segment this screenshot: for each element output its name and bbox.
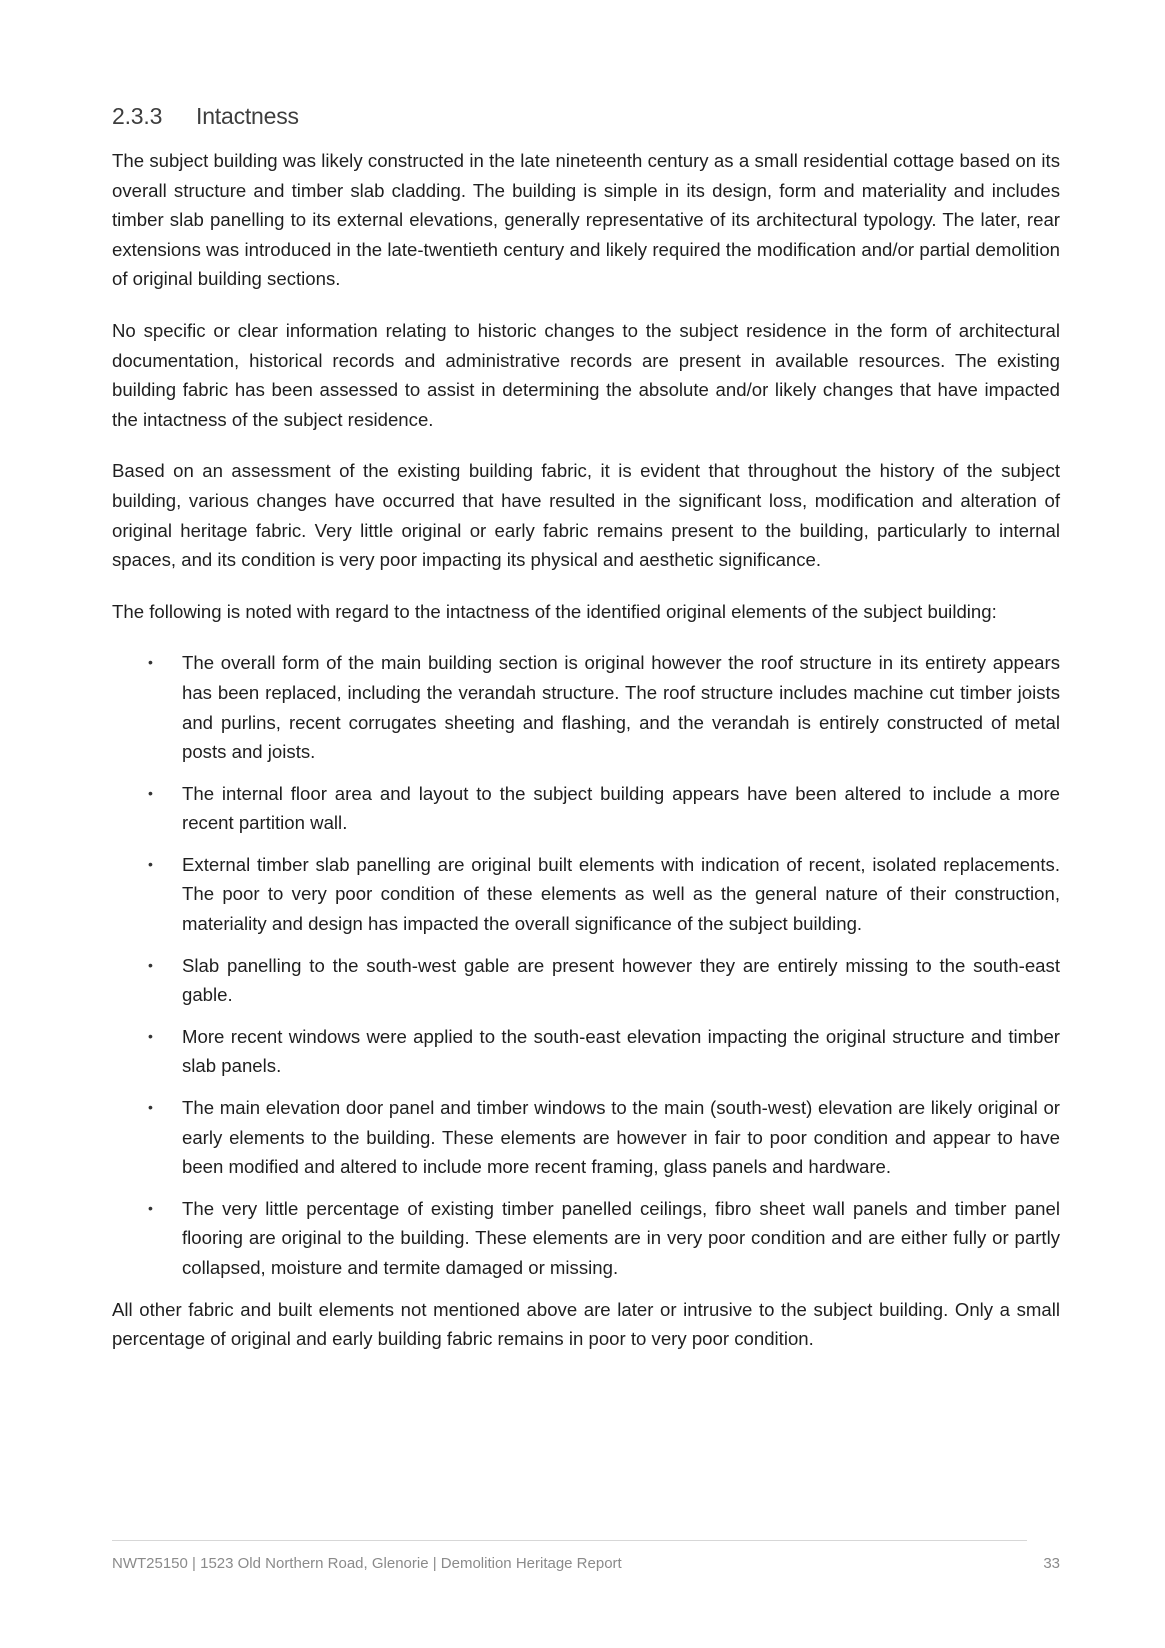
paragraph-construction: The subject building was likely constructed in the late nineteenth century as a small residential cottage based on its overall structure and timber slab cladding. The building is simple in its design, form and materiality and includes timber slab panelling to its external elevations, generally representative of its architectural typology. The later, rear extensions was introduced in the late-twentieth century and likely required the modification and/or partial demolition of original building sections. [112,150,1060,290]
section-number: 2.3.3 [112,103,163,129]
list-item [112,1022,1060,1081]
bullet-icon: • [148,1099,153,1116]
footer-row [112,1555,1060,1572]
list-item [112,648,1060,766]
bullet-icon: • [148,784,153,801]
page-content [112,103,1060,1376]
paragraph-historic-changes: No specific or clear information relating to historic changes to the subject residence in the form of architectural documentation, historical records and administrative records are present in available resources. The existing building fabric has been assessed to assist in determining the absolute and/or likely changes that have impacted the intactness of the subject residence. [112,319,1060,430]
intactness-list [112,648,1060,1282]
bullet-icon: • [148,956,153,973]
list-item-text: The very little percentage of existing timber panelled ceilings, fibro sheet wall panels and timber panel flooring are original to the building. These elements are in very poor condition and are either fully or partly collapsed, moisture and termite damaged or missing. [182,1197,1060,1278]
paragraph-intro-list: The following is noted with regard to the intactness of the identified original elements of the subject building: [112,600,997,622]
list-item-text: Slab panelling to the south-west gable are present however they are entirely missing to the south-east gable. [182,954,1060,1006]
list-item-text: The overall form of the main building section is original however the roof structure in its entirety appears has been replaced, including the verandah structure. The roof structure includes machine cut timber joists and purlins, recent corrugates sheeting and flashing, and the verandah is entirely constructed of metal posts and joists. [182,652,1060,763]
page-footer [112,1540,1060,1572]
bullet-icon: • [148,654,153,671]
paragraph-closing: All other fabric and built elements not mentioned above are later or intrusive to the subject building. Only a small percentage of original and early building fabric remains in poor to very poor condition. [112,1298,1060,1350]
list-item-text: The internal floor area and layout to the subject building appears have been altered to include a more recent partition wall. [182,782,1060,834]
list-item [112,1194,1060,1283]
list-item-text: More recent windows were applied to the south-east elevation impacting the original structure and timber slab panels. [182,1025,1060,1077]
bullet-icon: • [148,1199,153,1216]
section-title: Intactness [196,103,299,129]
list-item-text: The main elevation door panel and timber windows to the main (south-west) elevation are likely original or early elements to the building. These elements are however in fair to poor condition and appear to have been modified and altered to include more recent framing, glass panels and hardware. [182,1097,1060,1178]
section-heading [112,103,1060,130]
list-item [112,1093,1060,1182]
list-item [112,850,1060,939]
page-number: 33 [1043,1555,1060,1572]
list-item [112,951,1060,1010]
list-item [112,779,1060,838]
bullet-icon: • [148,1027,153,1044]
footer-divider [112,1540,1027,1541]
list-item-text: External timber slab panelling are original built elements with indication of recent, isolated replacements. The poor to very poor condition of these elements as well as the general nature of their construction, materiality and design has impacted the overall significance of the subject building. [182,853,1060,935]
footer-reference: NWT25150 | 1523 Old Northern Road, Glenorie | Demolition Heritage Report [112,1555,622,1572]
bullet-icon: • [148,855,153,872]
paragraph-assessment: Based on an assessment of the existing building fabric, it is evident that throughout the history of the subject building, various changes have occurred that have resulted in the significant loss, modification and alteration of original heritage fabric. Very little original or early fabric remains present to the building, particularly to internal spaces, and its condition is very poor impacting its physical and aesthetic significance. [112,460,1060,571]
